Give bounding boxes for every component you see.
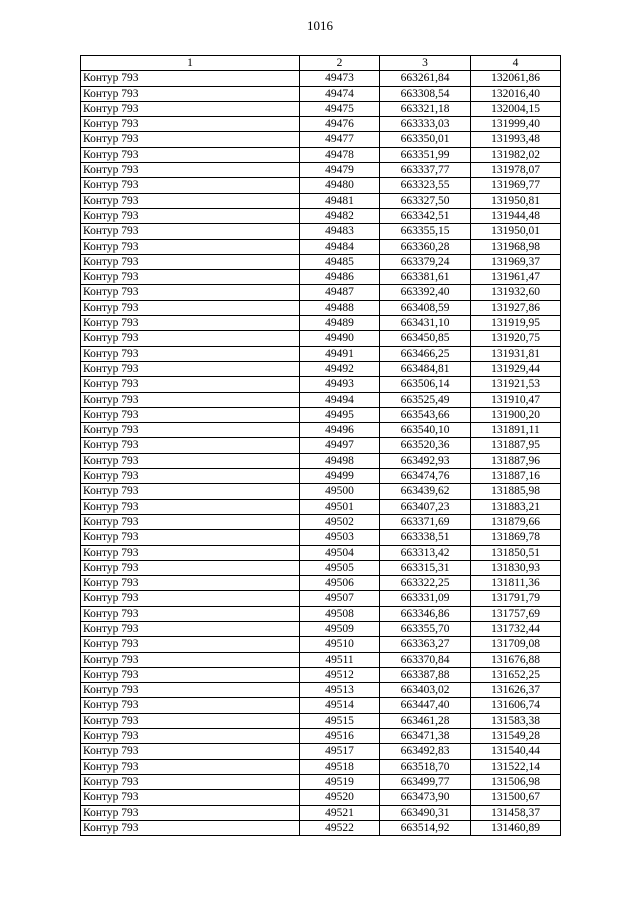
contour-name-cell: Контур 793 xyxy=(81,346,300,361)
contour-name-cell: Контур 793 xyxy=(81,667,300,682)
point-number-cell: 49493 xyxy=(300,377,380,392)
contour-name-cell: Контур 793 xyxy=(81,484,300,499)
contour-name-cell: Контур 793 xyxy=(81,101,300,116)
x-coordinate-cell: 663474,76 xyxy=(380,469,471,484)
x-coordinate-cell: 663322,25 xyxy=(380,576,471,591)
table-row xyxy=(81,469,561,484)
table-row xyxy=(81,545,561,560)
y-coordinate-cell: 131891,11 xyxy=(471,423,561,438)
point-number-cell: 49506 xyxy=(300,576,380,591)
point-number-cell: 49504 xyxy=(300,545,380,560)
contour-name-cell: Контур 793 xyxy=(81,331,300,346)
point-number-cell: 49510 xyxy=(300,637,380,652)
point-number-cell: 49478 xyxy=(300,147,380,162)
y-coordinate-cell: 131850,51 xyxy=(471,545,561,560)
coordinates-table xyxy=(80,55,561,836)
contour-name-cell: Контур 793 xyxy=(81,239,300,254)
contour-name-cell: Контур 793 xyxy=(81,774,300,789)
x-coordinate-cell: 663484,81 xyxy=(380,361,471,376)
point-number-cell: 49511 xyxy=(300,652,380,667)
table-row xyxy=(81,820,561,835)
contour-name-cell: Контур 793 xyxy=(81,530,300,545)
contour-name-cell: Контур 793 xyxy=(81,698,300,713)
contour-name-cell: Контур 793 xyxy=(81,790,300,805)
contour-name-cell: Контур 793 xyxy=(81,652,300,667)
contour-name-cell: Контур 793 xyxy=(81,438,300,453)
point-number-cell: 49497 xyxy=(300,438,380,453)
y-coordinate-cell: 131961,47 xyxy=(471,270,561,285)
y-coordinate-cell: 131887,96 xyxy=(471,453,561,468)
x-coordinate-cell: 663323,55 xyxy=(380,178,471,193)
contour-name-cell: Контур 793 xyxy=(81,820,300,835)
table-row xyxy=(81,591,561,606)
contour-name-cell: Контур 793 xyxy=(81,637,300,652)
point-number-cell: 49512 xyxy=(300,667,380,682)
x-coordinate-cell: 663525,49 xyxy=(380,392,471,407)
x-coordinate-cell: 663473,90 xyxy=(380,790,471,805)
contour-name-cell: Контур 793 xyxy=(81,285,300,300)
y-coordinate-cell: 131927,86 xyxy=(471,300,561,315)
y-coordinate-cell: 131968,98 xyxy=(471,239,561,254)
y-coordinate-cell: 131791,79 xyxy=(471,591,561,606)
x-coordinate-cell: 663315,31 xyxy=(380,560,471,575)
y-coordinate-cell: 132004,15 xyxy=(471,101,561,116)
y-coordinate-cell: 131626,37 xyxy=(471,683,561,698)
point-number-cell: 49514 xyxy=(300,698,380,713)
x-coordinate-cell: 663313,42 xyxy=(380,545,471,560)
contour-name-cell: Контур 793 xyxy=(81,576,300,591)
table-row xyxy=(81,163,561,178)
x-coordinate-cell: 663327,50 xyxy=(380,193,471,208)
x-coordinate-cell: 663392,40 xyxy=(380,285,471,300)
table-row xyxy=(81,484,561,499)
x-coordinate-cell: 663355,70 xyxy=(380,621,471,636)
table-row xyxy=(81,683,561,698)
x-coordinate-cell: 663403,02 xyxy=(380,683,471,698)
y-coordinate-cell: 131944,48 xyxy=(471,208,561,223)
contour-name-cell: Контур 793 xyxy=(81,300,300,315)
y-coordinate-cell: 131900,20 xyxy=(471,407,561,422)
column-header-4: 4 xyxy=(471,56,561,71)
y-coordinate-cell: 131887,95 xyxy=(471,438,561,453)
table-row xyxy=(81,790,561,805)
table-row xyxy=(81,178,561,193)
y-coordinate-cell: 131885,98 xyxy=(471,484,561,499)
contour-name-cell: Контур 793 xyxy=(81,407,300,422)
table-row xyxy=(81,316,561,331)
contour-name-cell: Контур 793 xyxy=(81,147,300,162)
contour-name-cell: Контур 793 xyxy=(81,713,300,728)
x-coordinate-cell: 663338,51 xyxy=(380,530,471,545)
point-number-cell: 49486 xyxy=(300,270,380,285)
table-row xyxy=(81,744,561,759)
table-row xyxy=(81,530,561,545)
table-row xyxy=(81,407,561,422)
x-coordinate-cell: 663450,85 xyxy=(380,331,471,346)
contour-name-cell: Контур 793 xyxy=(81,469,300,484)
x-coordinate-cell: 663518,70 xyxy=(380,759,471,774)
point-number-cell: 49484 xyxy=(300,239,380,254)
table-row xyxy=(81,224,561,239)
y-coordinate-cell: 131458,37 xyxy=(471,805,561,820)
table-row xyxy=(81,438,561,453)
x-coordinate-cell: 663461,28 xyxy=(380,713,471,728)
y-coordinate-cell: 131887,16 xyxy=(471,469,561,484)
table-row xyxy=(81,713,561,728)
point-number-cell: 49520 xyxy=(300,790,380,805)
column-header-1: 1 xyxy=(81,56,300,71)
table-row xyxy=(81,621,561,636)
point-number-cell: 49481 xyxy=(300,193,380,208)
x-coordinate-cell: 663342,51 xyxy=(380,208,471,223)
y-coordinate-cell: 131969,37 xyxy=(471,254,561,269)
contour-name-cell: Контур 793 xyxy=(81,361,300,376)
contour-name-cell: Контур 793 xyxy=(81,193,300,208)
x-coordinate-cell: 663492,93 xyxy=(380,453,471,468)
x-coordinate-cell: 663447,40 xyxy=(380,698,471,713)
point-number-cell: 49502 xyxy=(300,514,380,529)
table-row xyxy=(81,239,561,254)
table-row xyxy=(81,270,561,285)
y-coordinate-cell: 131999,40 xyxy=(471,117,561,132)
x-coordinate-cell: 663371,69 xyxy=(380,514,471,529)
x-coordinate-cell: 663514,92 xyxy=(380,820,471,835)
y-coordinate-cell: 131883,21 xyxy=(471,499,561,514)
table-row xyxy=(81,361,561,376)
x-coordinate-cell: 663408,59 xyxy=(380,300,471,315)
point-number-cell: 49483 xyxy=(300,224,380,239)
point-number-cell: 49492 xyxy=(300,361,380,376)
x-coordinate-cell: 663499,77 xyxy=(380,774,471,789)
x-coordinate-cell: 663387,88 xyxy=(380,667,471,682)
y-coordinate-cell: 132016,40 xyxy=(471,86,561,101)
table-row xyxy=(81,698,561,713)
x-coordinate-cell: 663381,61 xyxy=(380,270,471,285)
point-number-cell: 49516 xyxy=(300,729,380,744)
point-number-cell: 49476 xyxy=(300,117,380,132)
point-number-cell: 49494 xyxy=(300,392,380,407)
contour-name-cell: Контур 793 xyxy=(81,117,300,132)
y-coordinate-cell: 131993,48 xyxy=(471,132,561,147)
contour-name-cell: Контур 793 xyxy=(81,132,300,147)
table-row xyxy=(81,576,561,591)
table-row xyxy=(81,101,561,116)
table-row xyxy=(81,560,561,575)
contour-name-cell: Контур 793 xyxy=(81,254,300,269)
x-coordinate-cell: 663370,84 xyxy=(380,652,471,667)
contour-name-cell: Контур 793 xyxy=(81,729,300,744)
point-number-cell: 49477 xyxy=(300,132,380,147)
y-coordinate-cell: 131931,81 xyxy=(471,346,561,361)
x-coordinate-cell: 663346,86 xyxy=(380,606,471,621)
y-coordinate-cell: 131910,47 xyxy=(471,392,561,407)
table-row xyxy=(81,423,561,438)
point-number-cell: 49475 xyxy=(300,101,380,116)
x-coordinate-cell: 663321,18 xyxy=(380,101,471,116)
y-coordinate-cell: 132061,86 xyxy=(471,71,561,86)
point-number-cell: 49507 xyxy=(300,591,380,606)
y-coordinate-cell: 131982,02 xyxy=(471,147,561,162)
contour-name-cell: Контур 793 xyxy=(81,163,300,178)
point-number-cell: 49491 xyxy=(300,346,380,361)
y-coordinate-cell: 131869,78 xyxy=(471,530,561,545)
point-number-cell: 49473 xyxy=(300,71,380,86)
table-row xyxy=(81,254,561,269)
contour-name-cell: Контур 793 xyxy=(81,683,300,698)
x-coordinate-cell: 663543,66 xyxy=(380,407,471,422)
x-coordinate-cell: 663350,01 xyxy=(380,132,471,147)
y-coordinate-cell: 131606,74 xyxy=(471,698,561,713)
y-coordinate-cell: 131709,08 xyxy=(471,637,561,652)
x-coordinate-cell: 663506,14 xyxy=(380,377,471,392)
point-number-cell: 49482 xyxy=(300,208,380,223)
contour-name-cell: Контур 793 xyxy=(81,606,300,621)
table-body xyxy=(81,71,561,836)
x-coordinate-cell: 663261,84 xyxy=(380,71,471,86)
y-coordinate-cell: 131757,69 xyxy=(471,606,561,621)
contour-name-cell: Контур 793 xyxy=(81,591,300,606)
table-header-row xyxy=(81,56,561,71)
y-coordinate-cell: 131920,75 xyxy=(471,331,561,346)
table-row xyxy=(81,805,561,820)
column-header-3: 3 xyxy=(380,56,471,71)
point-number-cell: 49508 xyxy=(300,606,380,621)
x-coordinate-cell: 663520,36 xyxy=(380,438,471,453)
x-coordinate-cell: 663490,31 xyxy=(380,805,471,820)
x-coordinate-cell: 663466,25 xyxy=(380,346,471,361)
table-row xyxy=(81,499,561,514)
x-coordinate-cell: 663540,10 xyxy=(380,423,471,438)
x-coordinate-cell: 663355,15 xyxy=(380,224,471,239)
table-row xyxy=(81,453,561,468)
contour-name-cell: Контур 793 xyxy=(81,86,300,101)
table-row xyxy=(81,667,561,682)
contour-name-cell: Контур 793 xyxy=(81,621,300,636)
x-coordinate-cell: 663471,38 xyxy=(380,729,471,744)
point-number-cell: 49489 xyxy=(300,316,380,331)
contour-name-cell: Контур 793 xyxy=(81,545,300,560)
table-row xyxy=(81,606,561,621)
table-row xyxy=(81,285,561,300)
table-row xyxy=(81,300,561,315)
contour-name-cell: Контур 793 xyxy=(81,71,300,86)
contour-name-cell: Контур 793 xyxy=(81,560,300,575)
y-coordinate-cell: 131522,14 xyxy=(471,759,561,774)
point-number-cell: 49501 xyxy=(300,499,380,514)
table-row xyxy=(81,132,561,147)
table-row xyxy=(81,208,561,223)
point-number-cell: 49499 xyxy=(300,469,380,484)
x-coordinate-cell: 663431,10 xyxy=(380,316,471,331)
table-row xyxy=(81,346,561,361)
point-number-cell: 49522 xyxy=(300,820,380,835)
table-row xyxy=(81,377,561,392)
contour-name-cell: Контур 793 xyxy=(81,514,300,529)
table-row xyxy=(81,117,561,132)
y-coordinate-cell: 131583,38 xyxy=(471,713,561,728)
contour-name-cell: Контур 793 xyxy=(81,178,300,193)
contour-name-cell: Контур 793 xyxy=(81,316,300,331)
contour-name-cell: Контур 793 xyxy=(81,805,300,820)
page-number: 1016 xyxy=(307,18,333,33)
point-number-cell: 49488 xyxy=(300,300,380,315)
y-coordinate-cell: 131929,44 xyxy=(471,361,561,376)
y-coordinate-cell: 131950,81 xyxy=(471,193,561,208)
x-coordinate-cell: 663363,27 xyxy=(380,637,471,652)
contour-name-cell: Контур 793 xyxy=(81,499,300,514)
y-coordinate-cell: 131676,88 xyxy=(471,652,561,667)
contour-name-cell: Контур 793 xyxy=(81,392,300,407)
contour-name-cell: Контур 793 xyxy=(81,208,300,223)
column-header-2: 2 xyxy=(300,56,380,71)
point-number-cell: 49519 xyxy=(300,774,380,789)
table-row xyxy=(81,729,561,744)
point-number-cell: 49496 xyxy=(300,423,380,438)
x-coordinate-cell: 663439,62 xyxy=(380,484,471,499)
y-coordinate-cell: 131919,95 xyxy=(471,316,561,331)
point-number-cell: 49479 xyxy=(300,163,380,178)
y-coordinate-cell: 131811,36 xyxy=(471,576,561,591)
point-number-cell: 49513 xyxy=(300,683,380,698)
y-coordinate-cell: 131549,28 xyxy=(471,729,561,744)
contour-name-cell: Контур 793 xyxy=(81,453,300,468)
table-row xyxy=(81,637,561,652)
y-coordinate-cell: 131879,66 xyxy=(471,514,561,529)
contour-name-cell: Контур 793 xyxy=(81,423,300,438)
point-number-cell: 49495 xyxy=(300,407,380,422)
table-row xyxy=(81,331,561,346)
point-number-cell: 49487 xyxy=(300,285,380,300)
table-row xyxy=(81,71,561,86)
y-coordinate-cell: 131460,89 xyxy=(471,820,561,835)
y-coordinate-cell: 131950,01 xyxy=(471,224,561,239)
y-coordinate-cell: 131732,44 xyxy=(471,621,561,636)
table-row xyxy=(81,652,561,667)
point-number-cell: 49509 xyxy=(300,621,380,636)
contour-name-cell: Контур 793 xyxy=(81,377,300,392)
x-coordinate-cell: 663360,28 xyxy=(380,239,471,254)
x-coordinate-cell: 663333,03 xyxy=(380,117,471,132)
point-number-cell: 49498 xyxy=(300,453,380,468)
x-coordinate-cell: 663308,54 xyxy=(380,86,471,101)
point-number-cell: 49517 xyxy=(300,744,380,759)
table-row xyxy=(81,514,561,529)
x-coordinate-cell: 663407,23 xyxy=(380,499,471,514)
x-coordinate-cell: 663337,77 xyxy=(380,163,471,178)
contour-name-cell: Контур 793 xyxy=(81,270,300,285)
y-coordinate-cell: 131500,67 xyxy=(471,790,561,805)
x-coordinate-cell: 663379,24 xyxy=(380,254,471,269)
point-number-cell: 49518 xyxy=(300,759,380,774)
table-row xyxy=(81,759,561,774)
table-row xyxy=(81,147,561,162)
y-coordinate-cell: 131540,44 xyxy=(471,744,561,759)
point-number-cell: 49490 xyxy=(300,331,380,346)
y-coordinate-cell: 131932,60 xyxy=(471,285,561,300)
point-number-cell: 49503 xyxy=(300,530,380,545)
table-row xyxy=(81,193,561,208)
y-coordinate-cell: 131921,53 xyxy=(471,377,561,392)
contour-name-cell: Контур 793 xyxy=(81,224,300,239)
table-row xyxy=(81,86,561,101)
contour-name-cell: Контур 793 xyxy=(81,744,300,759)
table-row xyxy=(81,774,561,789)
x-coordinate-cell: 663492,83 xyxy=(380,744,471,759)
point-number-cell: 49505 xyxy=(300,560,380,575)
y-coordinate-cell: 131652,25 xyxy=(471,667,561,682)
point-number-cell: 49515 xyxy=(300,713,380,728)
point-number-cell: 49500 xyxy=(300,484,380,499)
y-coordinate-cell: 131969,77 xyxy=(471,178,561,193)
x-coordinate-cell: 663331,09 xyxy=(380,591,471,606)
point-number-cell: 49474 xyxy=(300,86,380,101)
point-number-cell: 49480 xyxy=(300,178,380,193)
y-coordinate-cell: 131506,98 xyxy=(471,774,561,789)
y-coordinate-cell: 131978,07 xyxy=(471,163,561,178)
table-row xyxy=(81,392,561,407)
point-number-cell: 49521 xyxy=(300,805,380,820)
point-number-cell: 49485 xyxy=(300,254,380,269)
x-coordinate-cell: 663351,99 xyxy=(380,147,471,162)
contour-name-cell: Контур 793 xyxy=(81,759,300,774)
y-coordinate-cell: 131830,93 xyxy=(471,560,561,575)
